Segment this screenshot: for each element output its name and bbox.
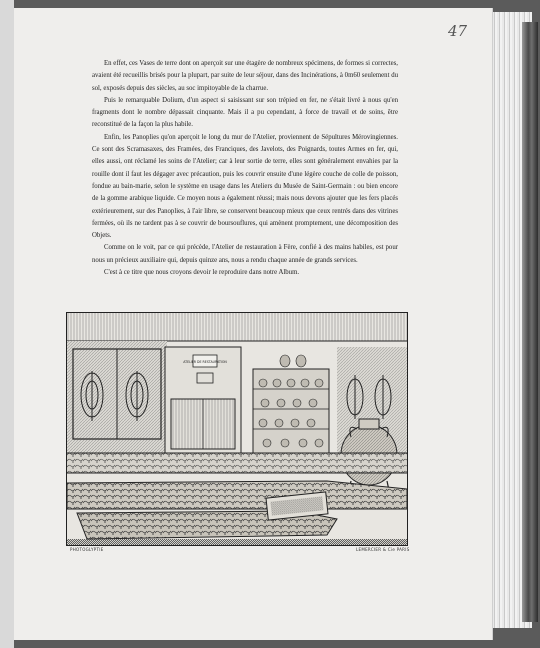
paragraph-4: Comme on le voit, par ce qui précède, l'Atelier de restauration à Fère, confié à des mains habiles, est pour nous un précieux auxiliaire qui, depuis quinze ans, nous a rendu chaque année de grands services. <box>92 244 398 264</box>
workshop-engraving <box>66 312 408 546</box>
paragraph-5: C'est à ce titre que nous croyons devoir le reproduire dans notre Album. <box>104 269 300 277</box>
body-text <box>92 58 398 279</box>
paragraph-1: En effet, ces Vases de terre dont on aperçoit sur une étagère de nombreux spécimens, de formes si correctes, avaient été recueillis brisés pour la plupart, par suite de leur séjour, dans des Incinérations, à 0m60 seulement du sol, exposés depuis des siècles, au soc impitoyable de la charrue. <box>92 60 398 92</box>
printer-credit: LEMERCIER & Cie PARIS <box>356 547 410 552</box>
workshop-sign: ATELIER DE RESTAURATION <box>183 360 227 364</box>
paragraph-2: Puis le remarquable Dolium, d'un aspect si saisissant sur son trépied en fer, ne s'était livré à nous qu'en fragments dont le nombre dépassait cinquante. Mais il a pu cependant, à force de travail et de soins, être reconstitué de la façon la plus habile. <box>92 96 398 129</box>
engraving-illustration <box>67 313 407 545</box>
page-number: 47 <box>448 22 468 40</box>
paragraph-3: Enfin, les Panoplies qu'on aperçoit le long du mur de l'Atelier, proviennent de Sépultures Mérovingiennes. Ce sont des Scramasaxes, des Framées, des Franciques, des Javelots, des Poignards, toutes Armes en fer, qui, elles aussi, ont réclamé les soins de l'Atelier; car à leur sortie de terre, elles sont généralement envahies par la rouille dont il faut les dégager avec précaution, puis les couvrir ensuite d'une légère couche de colle de poisson, fondue au bain-marie, selon le système en usage dans les Ateliers du Musée de Saint-Germain : ou bien encore de la gomme arabique liquide. Ce moyen nous a également réussi; mais nous devons ajouter que les fers placés extérieurement, sur des Panoplies, à l'air libre, se conservent beaucoup mieux que ceux rentrés dans des vitrines fermées, où ils ne tardent pas à se couvrir de boursouflures, qui amènent promptement, une décomposition des Objets. <box>92 133 398 240</box>
book-binding <box>522 22 538 622</box>
left-margin-strip <box>0 0 14 648</box>
engraver-credit: PHOTOGLYPTIE <box>70 547 104 552</box>
